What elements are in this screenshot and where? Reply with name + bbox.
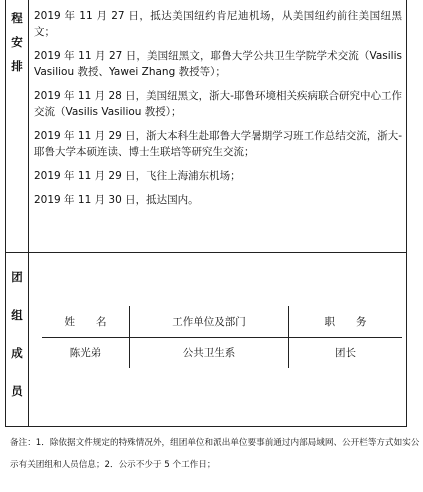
footnote-line: 备注：1．除依据文件规定的特殊情况外，组团单位和派出单位要事前通过内部局域网、公开栏等方式如实公 (10, 438, 420, 448)
header-position: 职 务 (289, 306, 403, 337)
schedule-item: 2019 年 11 月 29 日，浙大本科生赴耶鲁大学暑期学习班工作总结交流，浙大-耶鲁大学本硕连读、博士生联培等研究生交流； (34, 130, 402, 158)
footnote-line: 示有关团组和人员信息；2．公示不少于 5 个工作日； (10, 460, 216, 470)
schedule-list (34, 8, 402, 216)
members-section-label (6, 258, 28, 410)
footnote (10, 432, 420, 476)
schedule-label-char: 安 (11, 35, 23, 49)
members-label-char: 成 (11, 346, 23, 360)
members-label-char: 员 (11, 384, 23, 398)
members-label-char: 组 (11, 308, 23, 322)
schedule-item: 2019 年 11 月 29 日，飞往上海浦东机场； (34, 170, 241, 182)
members-table (42, 306, 402, 368)
header-name: 姓 名 (42, 306, 130, 337)
members-label-char: 团 (11, 270, 23, 284)
member-name: 陈光弟 (69, 347, 102, 360)
schedule-item: 2019 年 11 月 28 日，美国纽黑文，浙大-耶鲁环境相关疾病联合研究中心工作交流（Vasilis Vasiliou 教授）； (34, 90, 402, 118)
header-department: 工作单位及部门 (130, 306, 289, 337)
members-header-row (42, 306, 402, 337)
schedule-label-char: 程 (11, 11, 23, 25)
member-department: 公共卫生系 (130, 337, 289, 368)
schedule-item: 2019 年 11 月 27 日，抵达美国纽约肯尼迪机场，从美国纽约前往美国纽黑文； (34, 10, 402, 38)
table-row (42, 337, 402, 368)
schedule-section-label (6, 6, 28, 78)
section-divider (6, 252, 406, 253)
schedule-item: 2019 年 11 月 30 日，抵达国内。 (34, 194, 199, 206)
form-frame (5, 0, 407, 427)
member-position: 团长 (289, 337, 403, 368)
label-column-divider (28, 0, 29, 426)
schedule-item: 2019 年 11 月 27 日，美国纽黑文，耶鲁大学公共卫生学院学术交流（Vasilis Vasiliou 教授、Yawei Zhang 教授等）； (34, 50, 402, 78)
schedule-label-char: 排 (11, 59, 23, 73)
